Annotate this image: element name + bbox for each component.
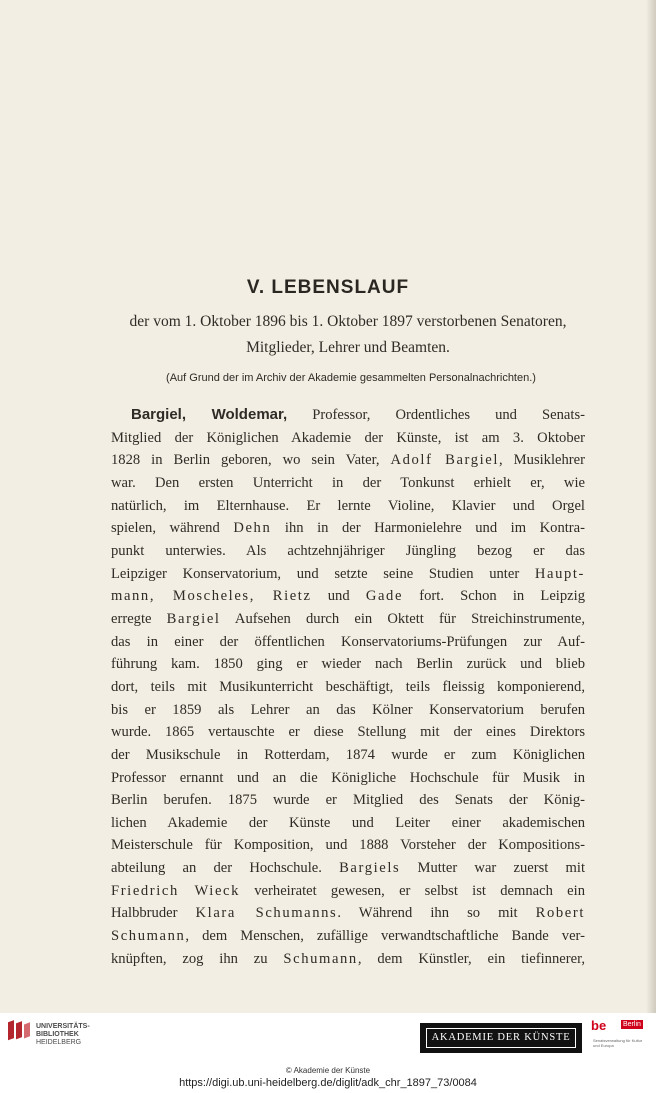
text-line: Bargiel, Woldemar, Professor, Ordentliches und Senats-: [131, 406, 585, 423]
text-line: natürlich, im Elternhause. Er lernte Violine, Klavier und Orgel: [111, 497, 585, 514]
akademie-logo-label: AKADEMIE DER KÜNSTE: [426, 1028, 576, 1048]
text-line: war. Den ersten Unterricht in der Tonkunst erhielt er, wie: [111, 474, 585, 491]
text-line: Meisterschule für Komposition, und 1888 Vorsteher der Kompositions-: [111, 837, 585, 854]
text-line: dort, teils mit Musikunterricht beschäftigt, teils fleissig komponierend,: [111, 678, 585, 695]
text-line: punkt unterwies. Als achtzehnjähriger Jüngling bezog er das: [111, 542, 585, 559]
copyright-notice: © Akademie der Künste: [285, 1066, 371, 1075]
text-line: 1828 in Berlin geboren, wo sein Vater, Adolf Bargiel, Musiklehrer: [111, 452, 585, 469]
university-library-name: UNIVERSITÄTS- BIBLIOTHEK HEIDELBERG: [36, 1023, 90, 1046]
text-line: Mitglied der Königlichen Akademie der Künste, ist am 3. Oktober: [111, 429, 585, 446]
be-wordmark: be: [591, 1018, 607, 1033]
berlin-senate-logo[interactable]: [591, 1018, 647, 1060]
university-library-logo-icon[interactable]: [6, 1019, 32, 1045]
berlin-badge: Berlin: [623, 1021, 641, 1028]
text-line: das in einer der öffentlichen Konservatoriums-Prüfungen zur Auf-: [111, 633, 585, 650]
text-line: knüpften, zog ihn zu Schumann, dem Künstler, ein tiefinnerer,: [111, 950, 585, 967]
text-line: Professor ernannt und an die Königliche Hochschule für Musik in: [111, 769, 585, 786]
text-line: Halbbruder Klara Schumanns. Während ihn so mit Robert: [111, 905, 585, 922]
biography-paragraph: [111, 404, 585, 970]
senate-department-text: Senatsverwaltung für Kultur und Europa: [593, 1038, 643, 1048]
text-line: Leipziger Konservatorium, und setzte seine Studien unter Haupt-: [111, 565, 585, 582]
text-line: mann, Moscheles, Rietz und Gade fort. Schon in Leipzig: [111, 588, 585, 605]
text-line: erregte Bargiel Aufsehen durch ein Oktett für Streichinstrumente,: [111, 610, 585, 627]
subtitle-line-2: Mitglieder, Lehrer und Beamten.: [246, 339, 450, 356]
person-name: Bargiel, Woldemar,: [131, 406, 288, 423]
page-heading: V. LEBENSLAUF: [246, 277, 410, 298]
text-line: spielen, während Dehn ihn in der Harmonielehre und im Kontra-: [111, 520, 585, 537]
akademie-logo[interactable]: [420, 1023, 582, 1053]
text-line: Schumann, dem Menschen, zufällige verwandtschaftliche Bande ver-: [111, 928, 585, 945]
text-line: lichen Akademie der Künste und Leiter einer akademischen: [111, 814, 585, 831]
text-line: führung kam. 1850 ging er wieder nach Berlin zurück und blieb: [111, 656, 585, 673]
source-note: (Auf Grund der im Archiv der Akademie gesammelten Personalnachrichten.): [166, 372, 536, 384]
text-line: Friedrich Wieck verheiratet gewesen, er selbst ist demnach ein: [111, 882, 585, 899]
text-line: abteilung an der Hochschule. Bargiels Mutter war zuerst mit: [111, 860, 585, 877]
text-line: bis er 1859 als Lehrer an das Kölner Konservatorium berufen: [111, 701, 585, 718]
text-line: der Musikschule in Rotterdam, 1874 wurde er zum Königlichen: [111, 746, 585, 763]
text-line: wurde. 1865 vertauschte er diese Stellung mit der eines Direktors: [111, 724, 585, 741]
text-line: Berlin berufen. 1875 wurde er Mitglied des Senats der König-: [111, 792, 585, 809]
subtitle-line-1: der vom 1. Oktober 1896 bis 1. Oktober 1897 verstorbenen Senatoren,: [129, 313, 567, 330]
permalink-url[interactable]: https://digi.ub.uni-heidelberg.de/diglit/adk_chr_1897_73/0084: [179, 1077, 477, 1089]
